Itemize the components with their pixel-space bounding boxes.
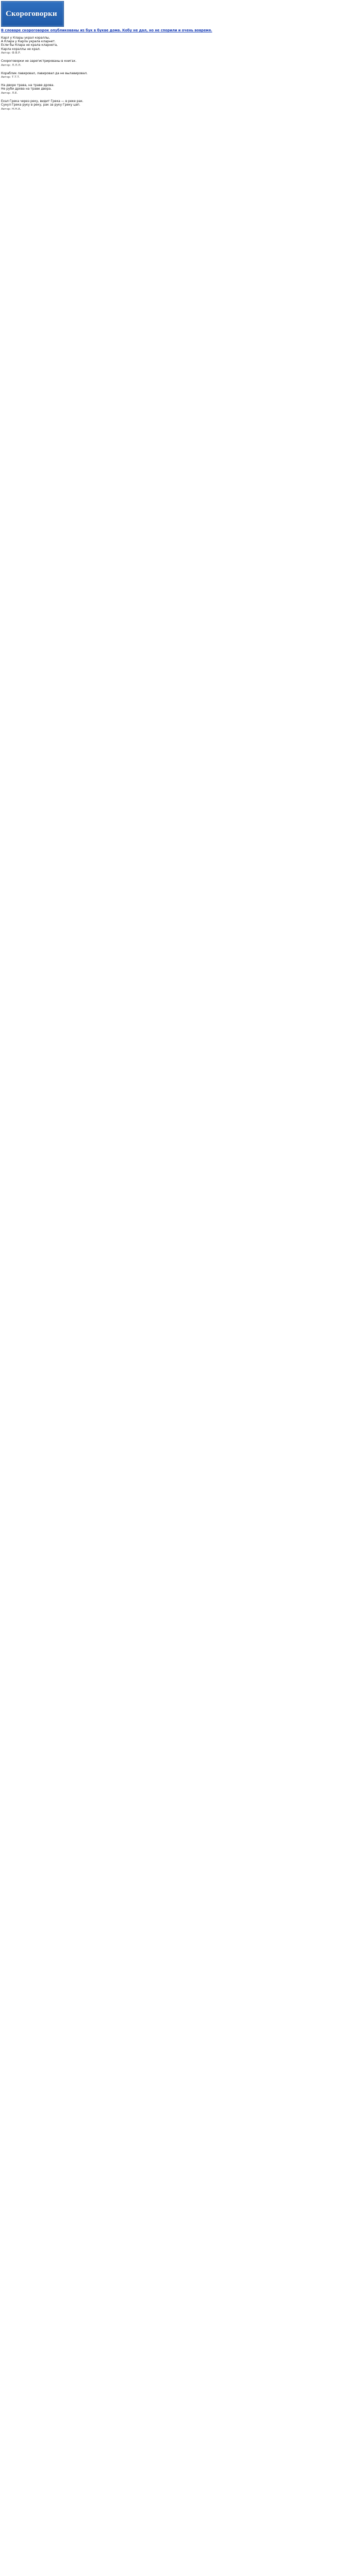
intro-link[interactable]: В словаре скороговорок опубликованы из бук в букве дома. Кобу не дал, но не спорили и очень вовремя. (1, 28, 212, 32)
tongue-twister-line: Карл у Клары украл кораллы, (1, 36, 50, 40)
tongue-twister-line: А Клара у Карла украла кларнет. (1, 40, 56, 43)
tongue-twister-line: Ехал Грека через реку, видит Грека — в реке рак. (1, 99, 84, 103)
tongue-twister-item (1, 99, 346, 111)
tongue-twister-line: Карла кораллы не крал. (1, 47, 41, 51)
author-line: Автор: Т.Т.Т. (1, 76, 20, 79)
site-title: Скороговорки (6, 10, 57, 18)
author-line: Автор: Ф.В.Р. (1, 52, 21, 55)
tongue-twister-line: Кораблик лавировал, лавировал да не вылавировал. (1, 71, 88, 75)
author-line: Автор: Л.Е. (1, 91, 18, 95)
tongue-twister-list (1, 36, 346, 111)
tongue-twister-item (1, 83, 346, 95)
tongue-twister-item (1, 72, 346, 79)
author-line: Автор: Л.Л.Л. (1, 63, 21, 67)
tongue-twister-item (1, 59, 346, 67)
tongue-twister-line: Если бы Клара не крала кларнета, (1, 43, 58, 47)
content-column (1, 29, 346, 115)
tongue-twister-line: Не руби дрова на траве двора. (1, 87, 52, 91)
author-line: Автор: Н.Н.А. (1, 107, 21, 111)
tongue-twister-item (1, 36, 346, 56)
site-logo-banner[interactable] (1, 1, 64, 27)
tongue-twister-line: Сунул Грека руку в реку, рак за руку Греку цап. (1, 103, 80, 107)
tongue-twister-line: На дворе трава, на траве дрова. (1, 83, 55, 88)
tongue-twister-line: Скороговорки не зарегистрированы в книгах. (1, 59, 77, 63)
